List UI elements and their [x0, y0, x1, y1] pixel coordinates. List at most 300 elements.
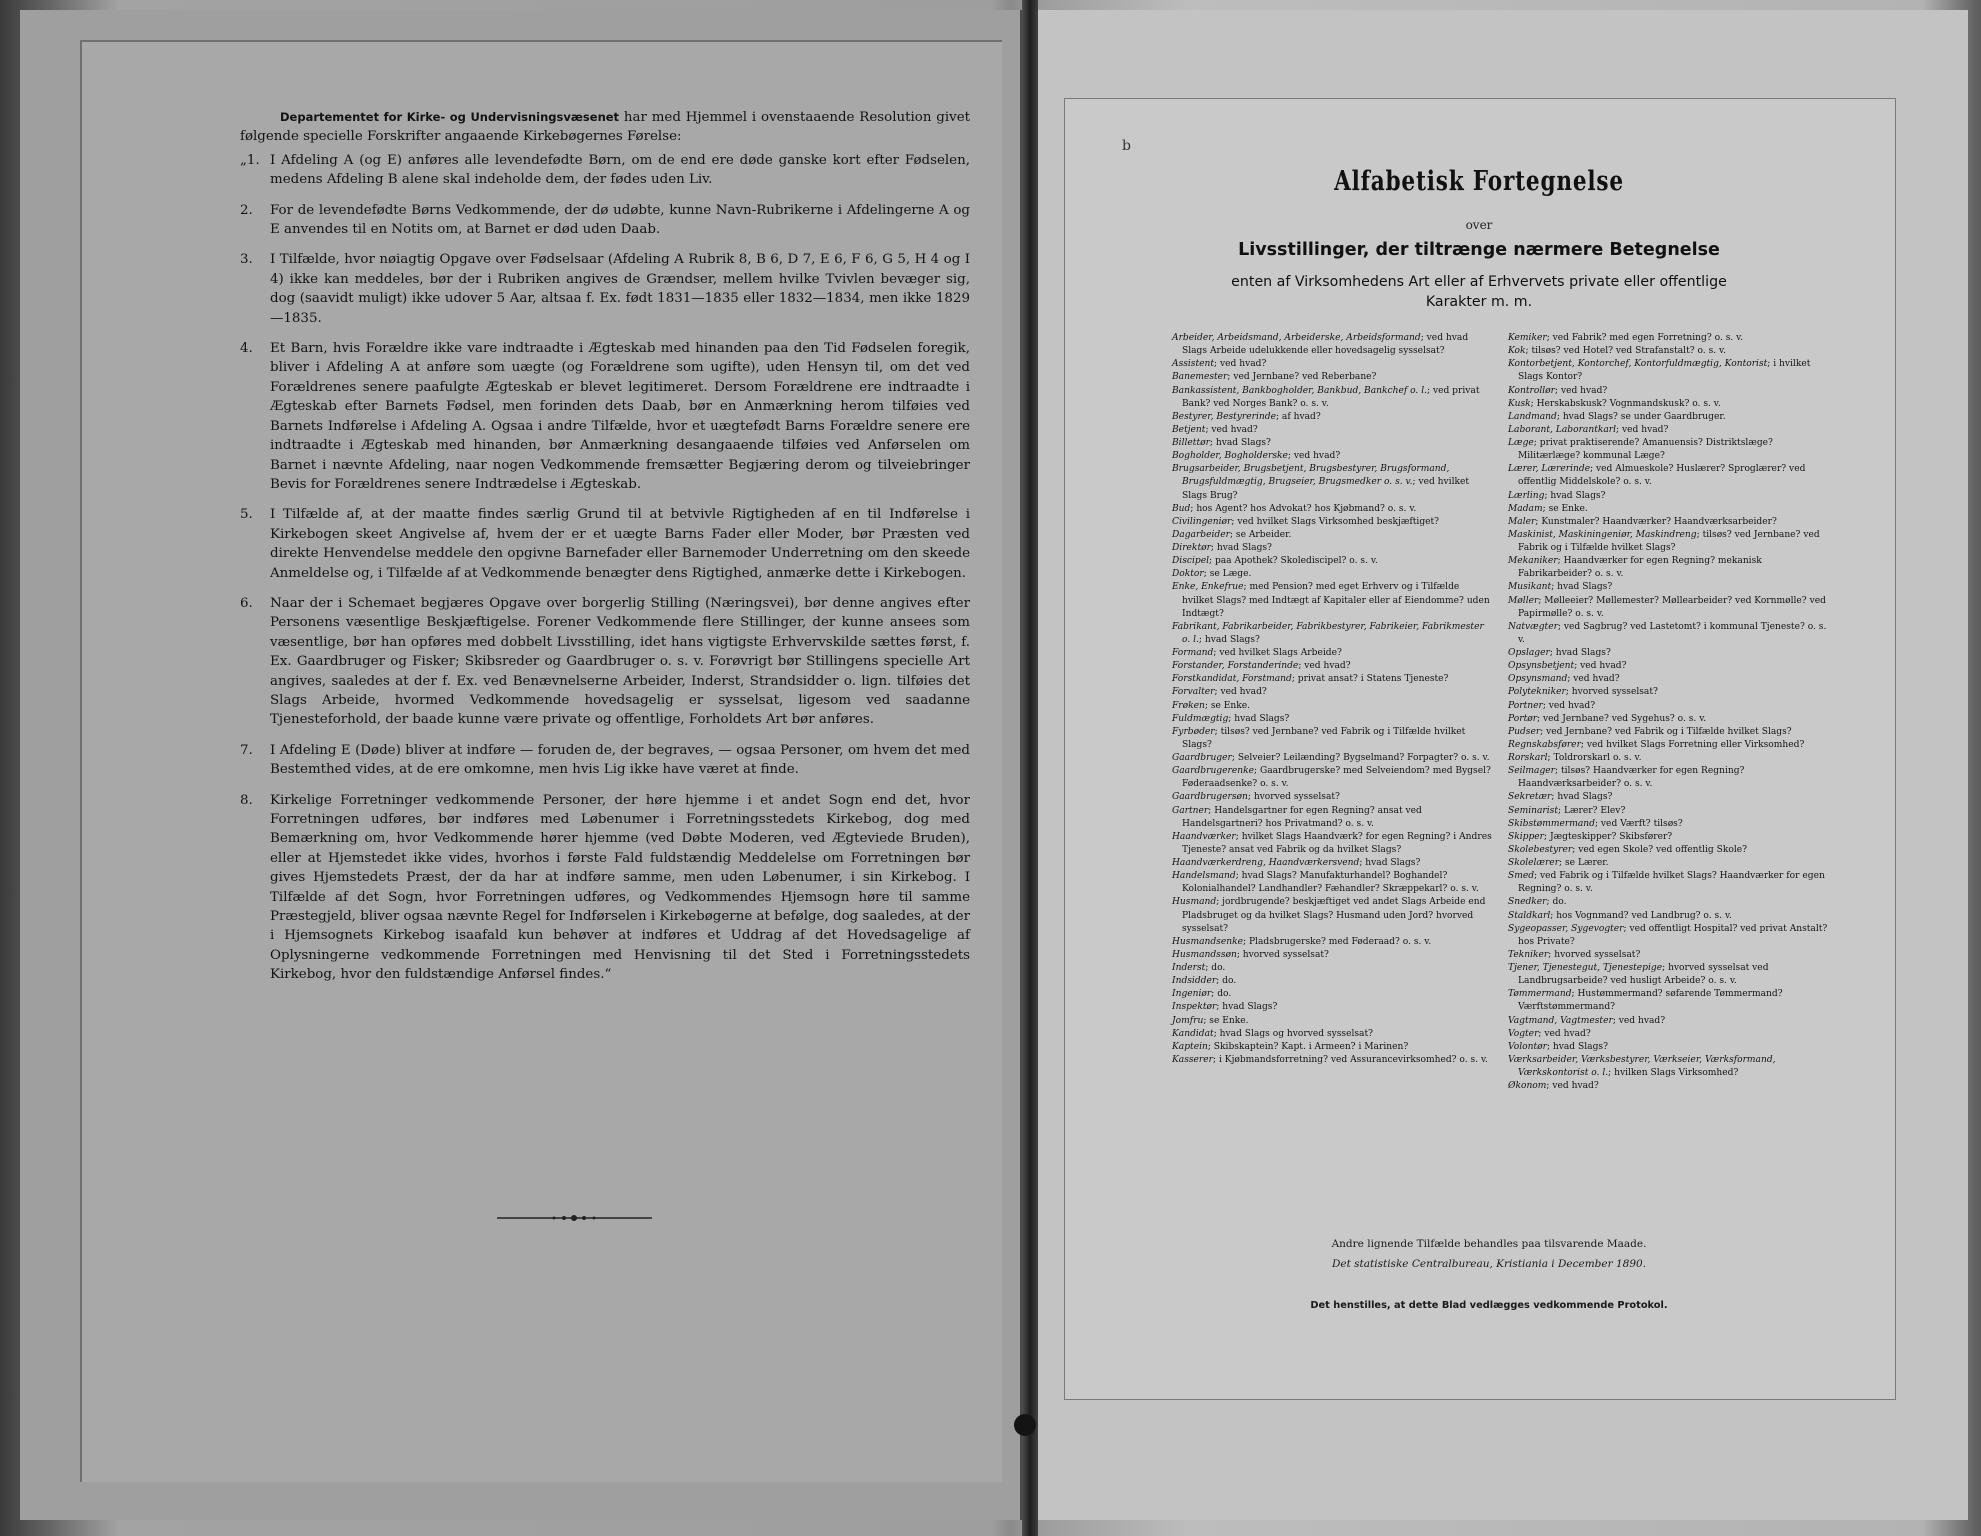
occupation-note: ; ved hvad? — [1538, 1028, 1591, 1039]
occupation-term: Direktør — [1172, 543, 1211, 553]
occupation-note: ; ved hvad? — [1205, 424, 1258, 435]
occupation-entry — [1508, 673, 1828, 686]
occupation-entry — [1508, 555, 1828, 581]
regulation-text: I Afdeling A (og E) anføres alle levendefødte Børn, om de end ere døde ganske kort efter Fødselen, medens Afdeling B alene skal indeholde dem, der fødes uden Liv. — [270, 152, 970, 188]
occupation-entry — [1172, 411, 1492, 424]
occupation-term: Enke, Enkefrue — [1172, 582, 1244, 593]
occupation-note: ; ved Værft? tilsøs? — [1594, 818, 1683, 829]
occupation-note: ; ved Almueskole? Huslærer? Sproglærer? ved offentlig Middelskole? o. s. v. — [1518, 464, 1806, 488]
subtitle-line-2: Karakter m. m. — [1425, 294, 1533, 310]
occupation-entry — [1172, 385, 1492, 411]
occupation-entry — [1172, 1054, 1492, 1067]
occupation-note: ; hvad Slags? — [1228, 713, 1290, 724]
occupation-entry — [1172, 765, 1492, 791]
occupation-entry — [1172, 581, 1492, 620]
occupation-entry — [1508, 857, 1828, 870]
occupation-term: Kok — [1508, 346, 1526, 357]
occupation-term: Snedker — [1508, 897, 1547, 908]
occupation-entry — [1172, 516, 1492, 529]
occupation-entry — [1508, 332, 1828, 345]
regulation-item — [240, 339, 970, 494]
occupation-entry — [1508, 844, 1828, 857]
occupation-term: Skolebestyrer — [1508, 844, 1573, 855]
regulation-item — [240, 250, 970, 328]
leaflet-instruction: Det henstilles, at dette Blad vedlægges vedkommende Protokol. — [1310, 1300, 1668, 1311]
occupation-note: ; hos Agent? hos Advokat? hos Kjøbmand? o. s. v. — [1190, 503, 1417, 514]
occupation-entry — [1508, 726, 1828, 739]
occupation-entry — [1172, 437, 1492, 450]
regulation-text: Kirkelige Forretninger vedkommende Personer, der høre hjemme i et andet Sogn end det, hvor Forretningen udføres, bør indføres med Løbenumer i Forretningsstedets Kirkebog, dog med Bemærkning om, hvor Vedkommende hører hjemme (ved Døbte Moderen, ved Ægteviede Bruden), eller at Hjemstedet ikke vides, hvorhos i første Fald fuldstændig Meddelelse om Forretningen bør gives Hjemstedets Præst, der da har at indføre samme, men uden Løbenumer, i sin Kirkebog. I Tilfælde af det Sogn, hvor Forretningen udføres, og Vedkommendes Hjemsogn høre til samme Præstegjeld, bliver ogsaa nævnte Regel for Indførselen i Kirkebøgerne at befølge, dog saaledes, at der i Hjemsognets Kirkebog isaafald kun behøver at indføres et Uddrag af det Hovedsagelige af Oplysningerne vedkommende Forretningen med Henvisning til det Sted i Forretningsstedets Kirkebog, hvor den fuldstændige Anførsel findes.“ — [270, 792, 970, 983]
occupation-note: ; Toldrorskarl o. s. v. — [1547, 753, 1642, 763]
occupation-term: Fuldmægtig — [1172, 713, 1229, 724]
occupation-term: Skibstømmermand — [1508, 818, 1595, 829]
occupation-note: ; ved hvad? — [1298, 661, 1351, 672]
occupation-note: ; hvorved sysselsat? — [1236, 949, 1329, 960]
occupation-term: Fabrikant, Fabrikarbeider, Fabrikbestyrer, Fabrikeier, Fabrikmester o. l. — [1172, 621, 1484, 645]
leaflet-signature: Det statistiske Centralbureau, Kristiania i December 1890. — [1331, 1258, 1647, 1270]
occupation-note: ; jordbrugende? beskjæftiget ved andet Slags Arbeide end Pladsbruget og da hvilket Slags? Husmand uden Jord? hvorved sysselsat? — [1182, 897, 1486, 934]
occupation-term: Kasserer — [1172, 1054, 1214, 1065]
occupation-term: Billettør — [1172, 438, 1210, 448]
occupation-note: ; tilsøs? ved Jernbane? ved Fabrik og i Tilfælde hvilket Slags? — [1182, 726, 1466, 750]
occupation-entry — [1508, 686, 1828, 699]
occupation-note: ; hvad Slags? — [1198, 634, 1260, 645]
occupation-term: Inderst — [1172, 963, 1206, 973]
occupation-note: ; ved hvad? — [1214, 359, 1267, 370]
occupation-note: ; ved privat Bank? ved Norges Bank? o. s. v. — [1182, 385, 1480, 409]
occupation-term: Betjent — [1172, 424, 1206, 435]
occupation-note: ; se Lærer. — [1559, 858, 1609, 868]
occupation-term: Volontør — [1508, 1041, 1547, 1052]
intro-rest: har med Hjemmel i ovenstaaende Resolution givet følgende specielle Forskrifter angaaende Kirkebøgernes Førelse: — [240, 110, 970, 145]
occupation-note: ; tilsøs? Haandværker for egen Regning? Haandværksarbeider? o. s. v. — [1518, 766, 1745, 790]
occupation-entry — [1508, 503, 1828, 516]
occupation-note: ; do. — [1546, 897, 1567, 908]
occupation-note: ; Hustømmermand? søfarende Tømmermand? Værftstømmermand? — [1518, 989, 1783, 1013]
occupation-entry — [1172, 529, 1492, 542]
occupation-entry — [1172, 805, 1492, 831]
occupation-note: ; hvad Slags? — [1216, 1002, 1278, 1013]
occupation-term: Forstkandidat, Forstmand — [1172, 674, 1292, 685]
occupation-term: Husmand — [1172, 897, 1217, 908]
occupation-term: Kaptein — [1172, 1041, 1208, 1052]
occupation-term: Portør — [1508, 713, 1538, 724]
regulation-number: 2. — [240, 202, 253, 218]
occupation-note: ; paa Apothek? Skolediscipel? o. s. v. — [1208, 556, 1378, 567]
occupation-entry — [1508, 345, 1828, 358]
occupation-entry — [1508, 870, 1828, 896]
occupation-term: Banemester — [1172, 372, 1228, 383]
occupation-note: ; hvad Slags? — [1210, 543, 1272, 553]
occupation-entry — [1508, 1015, 1828, 1028]
occupation-note: ; Haandværker for egen Regning? mekanisk Fabrikarbeider? o. s. v. — [1518, 556, 1762, 580]
occupation-note: ; hvad Slags? — [1209, 438, 1271, 448]
occupation-entry — [1172, 713, 1492, 726]
occupation-term: Smed — [1508, 871, 1535, 882]
occupation-note: ; Herskabskusk? Vognmandskusk? o. s. v. — [1530, 398, 1721, 409]
occupation-note: ; ved hvad? — [1214, 687, 1267, 698]
occupation-term: Discipel — [1172, 556, 1209, 567]
occupation-note: ; hvilket Slags Haandværk? for egen Regning? i Andres Tjeneste? ansat ved Fabrik og da hvilket Slags? — [1182, 831, 1492, 855]
occupation-term: Natvægter — [1508, 621, 1558, 632]
occupation-term: Tømmermand — [1508, 989, 1572, 1000]
occupation-note: ; Jægteskipper? Skibsfører? — [1544, 831, 1673, 842]
regulation-number: 8. — [240, 792, 253, 808]
occupation-note: ; Pladsbrugerske? med Føderaad? o. s. v. — [1242, 936, 1432, 947]
occupation-entry — [1172, 424, 1492, 437]
occupation-entry — [1508, 398, 1828, 411]
occupation-note: ; med Pension? med eget Erhverv og i Tilfælde hvilket Slags? med Indtægt af Kapitaler eller af Eiendomme? uden Indtægt? — [1182, 582, 1490, 619]
occupation-entry — [1172, 988, 1492, 1001]
occupation-entry — [1508, 988, 1828, 1014]
occupation-term: Seilmager — [1508, 766, 1556, 777]
occupation-entry — [1172, 936, 1492, 949]
occupation-note: ; hvad Slags? — [1551, 582, 1613, 593]
occupation-note: ; se Arbeider. — [1229, 529, 1292, 540]
regulation-text: For de levendefødte Børns Vedkommende, der dø udøbte, kunne Navn-Rubrikerne i Afdelingerne A og E anvendes til en Notits om, at Barnet er død uden Daab. — [270, 202, 970, 238]
occupation-note: ; ved hvilket Slags Arbeide? — [1213, 648, 1342, 658]
occupation-term: Opsynsmand — [1508, 674, 1568, 685]
occupation-note: ; ved Jernbane? ved Fabrik og i Tilfælde hvilket Slags? — [1540, 726, 1792, 737]
occupation-entry — [1508, 621, 1828, 647]
decorative-flourish — [497, 1212, 652, 1224]
occupation-entry — [1508, 962, 1828, 988]
occupation-term: Tjener, Tjenestegut, Tjenestepige — [1508, 963, 1663, 973]
occupation-term: Forstander, Forstanderinde — [1172, 661, 1299, 672]
occupation-entry — [1172, 700, 1492, 713]
occupation-entry — [1172, 831, 1492, 857]
occupation-term: Læge — [1508, 438, 1534, 448]
occupation-note: ; hvad Slags? — [1549, 648, 1611, 658]
occupation-term: Værksarbeider, Værksbestyrer, Værkseier, Værksformand, Værkskontorist o. l. — [1508, 1054, 1776, 1078]
regulation-number: 4. — [240, 341, 253, 357]
regulation-text: Naar der i Schemaet begjæres Opgave over borgerlig Stilling (Næringsvei), bør denne angives efter Personens væsentlige Beskjæftigelse. Forener Vedkommende flere Stillinger, der kunne ansees som væsentlige, bør han opføres med dobbelt Livsstilling, idet hans vigtigste Erhvervskilde sættes først, f. Ex. Gaardbruger og Fisker; Skibsreder og Gaardbruger o. s. v. Forøvrigt bør Stillingens specielle Art angives, saaledes at der f. Ex. ved Benævnelserne Arbeider, Inderst, Strandsidder o. lign. tilføies det Slags Arbeide, hvormed Vedkommende hovedsagelig er sysselsat, ligesom ved saadanne Tjenesteforhold, der baade kunne være private og offentlige, Forholdets Art bør anføres. — [270, 595, 970, 728]
occupation-term: Staldkarl — [1508, 910, 1551, 921]
occupation-entry — [1508, 1054, 1828, 1080]
occupation-index — [1172, 332, 1872, 1093]
occupation-note: ; Handelsgartner for egen Regning? ansat ved Handelsgartneri? hos Privatmand? o. s. v. — [1182, 805, 1422, 829]
occupation-note: ; se Læge. — [1203, 569, 1252, 580]
occupation-note: ; hvad Slags? se under Gaardbruger. — [1556, 411, 1726, 422]
occupation-term: Vagtmand, Vagtmester — [1508, 1015, 1613, 1026]
occupation-entry — [1172, 1001, 1492, 1014]
occupation-term: Kontrollør — [1508, 385, 1555, 396]
occupation-term: Bestyrer, Bestyrerinde — [1172, 411, 1276, 422]
occupation-note: ; i hvilket Slags Kontor? — [1518, 359, 1811, 383]
occupation-term: Lærer, Lærerinde — [1508, 464, 1591, 475]
occupation-note: ; ved hvad? — [1616, 424, 1669, 435]
book-gutter — [1022, 0, 1038, 1536]
occupation-note: ; ved Jernbane? ved Sygehus? o. s. v. — [1537, 713, 1707, 724]
occupation-entry — [1508, 647, 1828, 660]
occupation-note: ; hvilken Slags Virksomhed? — [1608, 1068, 1739, 1078]
occupation-entry — [1172, 568, 1492, 581]
occupation-note: ; do. — [1205, 963, 1226, 973]
occupation-entry — [1508, 1080, 1828, 1093]
occupation-note: ; hvad Slags? — [1551, 792, 1613, 803]
regulation-item — [240, 505, 970, 583]
occupation-note: ; hvorved sysselsat? — [1565, 687, 1658, 698]
occupation-note: ; ved hvad? — [1612, 1015, 1666, 1026]
occupation-term: Gartner — [1172, 805, 1209, 816]
occupation-entry — [1172, 726, 1492, 752]
occupation-entry — [1508, 818, 1828, 831]
occupation-note: ; Gaardbrugerske? med Selveiendom? med Bygsel? Føderaadsenke? o. s. v. — [1182, 766, 1491, 790]
occupation-term: Kandidat — [1172, 1028, 1214, 1039]
occupation-entry — [1508, 805, 1828, 818]
occupation-term: Laborant, Laborantkarl — [1508, 424, 1617, 435]
occupation-note: ; se Enke. — [1204, 700, 1251, 711]
occupation-term: Sygeopasser, Sygevogter — [1508, 923, 1624, 934]
occupation-note: ; hvorved sysselsat ved Landbrugsarbeide? ved husligt Arbeide? o. s. v. — [1518, 963, 1769, 987]
occupation-note: ; tilsøs? ved Hotel? ved Strafanstalt? o. s. v. — [1525, 346, 1726, 357]
occupation-note: ; hos Vognmand? ved Landbrug? o. s. v. — [1550, 910, 1732, 921]
occupation-entry — [1172, 975, 1492, 988]
occupation-entry — [1508, 896, 1828, 909]
occupation-term: Dagarbeider — [1172, 529, 1230, 540]
occupation-entry — [1172, 358, 1492, 371]
regulation-number: 5. — [240, 507, 253, 523]
occupation-entry — [1172, 686, 1492, 699]
occupation-term: Møller — [1508, 595, 1539, 606]
occupation-note: ; se Enke. — [1203, 1015, 1249, 1026]
occupation-term: Bogholder, Bogholderske — [1172, 451, 1288, 462]
leaflet-subtitle-2 — [1064, 272, 1894, 312]
occupation-note: ; ved hvad? — [1574, 661, 1627, 672]
occupation-term: Handelsmand — [1172, 871, 1236, 882]
occupation-note: ; ved hvad Slags Arbeide udelukkende eller hovedsagelig sysselsat? — [1182, 333, 1469, 357]
regulations-list — [240, 151, 970, 985]
regulation-number: 7. — [240, 742, 253, 758]
regulation-number: 6. — [240, 595, 253, 611]
occupation-column-left — [1172, 332, 1492, 1093]
occupation-note: ; hvorved sysselsat? — [1548, 949, 1641, 960]
occupation-entry — [1172, 542, 1492, 555]
occupation-entry — [1508, 516, 1828, 529]
occupation-column-right — [1508, 332, 1828, 1093]
occupation-term: Vogter — [1508, 1028, 1539, 1039]
occupation-note: ; i Kjøbmandsforretning? ved Assurancevirksomhed? o. s. v. — [1213, 1054, 1488, 1065]
occupation-note: ; ved hvad? — [1287, 451, 1341, 462]
regulation-text: Et Barn, hvis Forældre ikke vare indtraadte i Ægteskab med hinanden paa den Tid Fødselen foregik, bliver i Afdeling A at anføre som uægte (og Forældrene som ugifte), uden Hensyn til, om det ved Forældrenes senere paafulgte Ægteskab er blevet legitimeret. Dersom Forældrene ere indtraadte i Ægteskab efter Barnets Fødsel, men forinden dets Daab, bør en Anmærkning herom tilføies ved Barnets Indførelse i Afdeling A. Ogsaa i andre Tilfælde, hvor et uægtefødt Barns Forældre senere ere indtraadte i Ægteskab med hinanden, bør Anmærkning desangaaende tilføies ved Anførselen om Barnet i nævnte Afdeling, naar nogen Vedkommende fremsætter Begjæring derom og tilveiebringer Bevis for Forældrenes senere Indtrædelse i Ægteskab. — [270, 341, 970, 492]
occupation-entry — [1172, 371, 1492, 384]
occupation-note: ; ved hvad? — [1555, 385, 1608, 396]
occupation-note: ; tilsøs? ved Jernbane? ved Fabrik og i Tilfælde hvilket Slags? — [1518, 529, 1820, 553]
occupation-term: Kontorbetjent, Kontorchef, Kontorfuldmægtig, Kontorist — [1508, 359, 1768, 370]
occupation-entry — [1172, 673, 1492, 686]
occupation-entry — [1508, 358, 1828, 384]
occupation-entry — [1172, 1028, 1492, 1041]
occupation-note: ; privat ansat? i Statens Tjeneste? — [1291, 674, 1449, 685]
occupation-entry — [1508, 581, 1828, 594]
occupation-note: ; do. — [1216, 976, 1237, 987]
occupation-note: ; ved hvilket Slags Brug? — [1182, 477, 1470, 501]
occupation-term: Kemiker — [1508, 333, 1547, 343]
occupation-entry — [1508, 910, 1828, 923]
occupation-note: ; se Enke. — [1542, 503, 1588, 514]
regulation-item — [240, 791, 970, 985]
occupation-note: ; Kunstmaler? Haandværker? Haandværksarbeider? — [1535, 516, 1777, 527]
occupation-term: Husmandssøn — [1172, 949, 1237, 960]
occupation-term: Musikant — [1508, 582, 1552, 593]
regulation-text: I Tilfælde, hvor nøiagtig Opgave over Fødselsaar (Afdeling A Rubrik 8, B 6, D 7, E 6, F 6, G 5, H 4 og I 4) ikke kan meddeles, bør der i Rubriken angives de Grændser, mellem hvilke Tvivlen bevæger sig, dog (saavidt muligt) ikke udover 5 Aar, altsaa f. Ex. født 1831—1835 eller 1832—1834, men ikke 1829—1835. — [270, 252, 970, 326]
occupation-entry — [1508, 923, 1828, 949]
occupation-term: Tekniker — [1508, 949, 1549, 960]
occupation-term: Seminarist — [1508, 805, 1558, 816]
occupation-note: ; Lærer? Elev? — [1558, 805, 1626, 816]
occupation-term: Opslager — [1508, 648, 1550, 658]
occupation-note: ; hvorved sysselsat? — [1247, 792, 1340, 803]
occupation-term: Gaardbruger — [1172, 753, 1232, 763]
leaflet-note: Andre lignende Tilfælde behandles paa tilsvarende Maade. — [1331, 1238, 1647, 1250]
occupation-term: Bud — [1172, 503, 1191, 514]
occupation-entry — [1508, 949, 1828, 962]
occupation-entry — [1172, 962, 1492, 975]
occupation-entry — [1508, 791, 1828, 804]
occupation-entry — [1172, 857, 1492, 870]
regulation-text: I Afdeling E (Døde) bliver at indføre — foruden de, der begraves, — ogsaa Personer, om hvem det med Bestemthed vides, at de ere omkomne, men hvis Lig ikke have været at finde. — [270, 742, 970, 778]
occupation-note: ; privat praktiserende? Amanuensis? Distriktslæge? Militærlæge? kommunal Læge? — [1518, 438, 1773, 462]
occupation-note: ; ved Jernbane? ved Reberbane? — [1227, 372, 1377, 383]
occupation-term: Regnskabsfører — [1508, 739, 1581, 750]
occupation-entry — [1172, 949, 1492, 962]
occupation-entry — [1508, 765, 1828, 791]
occupation-term: Maskinist, Maskiningeniør, Maskindreng — [1508, 529, 1697, 540]
leaflet-over: over — [1465, 218, 1493, 232]
occupation-term: Formand — [1172, 648, 1214, 658]
occupation-entry — [1508, 595, 1828, 621]
occupation-note: ; ved egen Skole? ved offentlig Skole? — [1572, 844, 1748, 855]
occupation-note: ; ved Fabrik og i Tilfælde hvilket Slags? Haandværker for egen Regning? o. s. v. — [1518, 871, 1825, 895]
occupation-term: Landmand — [1508, 411, 1557, 422]
occupation-entry — [1508, 463, 1828, 489]
occupation-term: Skipper — [1508, 831, 1545, 842]
occupation-term: Brugsarbeider, Brugsbetjent, Brugsbestyrer, Brugsformand, Brugsfuldmægtig, Brugseier, Brugsmedker o. s. v. — [1172, 464, 1450, 488]
occupation-entry — [1172, 621, 1492, 647]
occupation-entry — [1508, 490, 1828, 503]
occupation-term: Haandværkerdreng, Haandværkersvend — [1172, 858, 1360, 868]
occupation-term: Skolelærer — [1508, 858, 1560, 868]
occupation-entry — [1508, 424, 1828, 437]
occupation-entry — [1172, 870, 1492, 896]
occupation-entry — [1508, 831, 1828, 844]
regulation-item — [240, 151, 970, 190]
occupation-entry — [1508, 411, 1828, 424]
occupation-note: ; hvad Slags? — [1544, 490, 1606, 501]
occupation-entry — [1508, 1028, 1828, 1041]
occupation-term: Kusk — [1508, 398, 1531, 409]
occupation-entry — [1508, 385, 1828, 398]
occupation-note: ; ved hvad? — [1542, 700, 1596, 711]
leaflet-title: Alfabetisk Fortegnelse — [1334, 166, 1624, 197]
occupation-entry — [1172, 463, 1492, 502]
occupation-term: Assistent — [1172, 359, 1215, 370]
occupation-entry — [1172, 647, 1492, 660]
occupation-entry — [1172, 450, 1492, 463]
occupation-entry — [1508, 713, 1828, 726]
occupation-note: ; ved Sagbrug? ved Lastetomt? i kommunal Tjeneste? o. s. v. — [1518, 621, 1827, 645]
occupation-entry — [1508, 752, 1828, 765]
occupation-term: Civilingeniør — [1172, 516, 1232, 527]
occupation-term: Polytekniker — [1508, 687, 1566, 698]
occupation-term: Rorskarl — [1508, 753, 1548, 763]
regulation-number: 3. — [240, 252, 253, 268]
occupation-note: ; hvad Slags og hvorved sysselsat? — [1213, 1028, 1374, 1039]
occupation-note: ; hvad Slags? — [1546, 1041, 1608, 1052]
occupation-term: Inspektør — [1172, 1002, 1217, 1013]
occupation-term: Økonom — [1508, 1081, 1547, 1092]
occupation-term: Maler — [1508, 516, 1536, 527]
occupation-entry — [1172, 791, 1492, 804]
occupation-entry — [1508, 437, 1828, 463]
occupation-note: ; af hvad? — [1275, 411, 1321, 422]
regulation-item — [240, 201, 970, 240]
occupation-entry — [1508, 660, 1828, 673]
occupation-note: ; hvad Slags? Manufakturhandel? Boghandel? Kolonialhandel? Landhandler? Fæhandler? Skræppekarl? o. s. v. — [1182, 871, 1479, 895]
occupation-entry — [1172, 503, 1492, 516]
occupation-term: Indsidder — [1172, 976, 1217, 987]
occupation-note: ; Mølleeier? Møllemester? Møllearbeider? ved Kornmølle? ved Papirmølle? o. s. v. — [1518, 595, 1826, 619]
occupation-entry — [1172, 1041, 1492, 1054]
occupation-term: Madam — [1508, 503, 1543, 514]
occupation-entry — [1172, 555, 1492, 568]
occupation-term: Husmandsenke — [1172, 936, 1243, 947]
occupation-note: ; do. — [1211, 989, 1232, 1000]
occupation-term: Sekretær — [1508, 792, 1552, 803]
occupation-note: ; ved offentligt Hospital? ved privat Anstalt? hos Private? — [1518, 923, 1828, 947]
leaflet-subtitle: Livsstillinger, der tiltrænge nærmere Betegnelse — [1238, 240, 1720, 260]
occupation-term: Pudser — [1508, 726, 1541, 737]
occupation-term: Opsynsbetjent — [1508, 661, 1575, 672]
occupation-term: Arbeider, Arbeidsmand, Arbeiderske, Arbeidsformand — [1172, 333, 1421, 343]
occupation-note: ; Selveier? Leilænding? Bygselmand? Forpagter? o. s. v. — [1231, 753, 1490, 763]
occupation-term: Frøken — [1172, 700, 1205, 711]
regulation-number: „1. — [240, 152, 260, 168]
occupation-note: ; ved Fabrik? med egen Forretning? o. s. v. — [1546, 333, 1744, 343]
occupation-term: Lærling — [1508, 490, 1545, 501]
regulation-text: I Tilfælde af, at der maatte findes særlig Grund til at betvivle Rigtigheden af en til Indførelse i Kirkebogen skeet Angivelse af, hvem der er et uægte Barns Fader eller Moder, bør Præsten ved direkte Henvendelse meddele den opgivne Barnefader eller Barnemoder Underretning om den skeede Anmeldelse og, i Tilfælde af at Vedkommende benægter dens Rigtighed, anmærke dette i Kirkebogen. — [270, 507, 970, 581]
regulation-item — [240, 594, 970, 730]
occupation-note: ; ved hvad? — [1546, 1081, 1599, 1092]
occupation-entry — [1172, 896, 1492, 935]
occupation-term: Gaardbrugersøn — [1172, 792, 1248, 803]
occupation-term: Mekaniker — [1508, 556, 1558, 567]
occupation-term: Forvalter — [1172, 687, 1215, 698]
regulation-item — [240, 741, 970, 780]
subtitle-line-1: enten af Virksomhedens Art eller af Erhvervets private eller offentlige — [1231, 274, 1727, 290]
occupation-entry — [1172, 752, 1492, 765]
occupation-entry — [1172, 1015, 1492, 1028]
occupation-note: ; ved hvilket Slags Virksomhed beskjæftiget? — [1231, 516, 1440, 527]
regulations-intro — [240, 108, 970, 147]
occupation-term: Ingeniør — [1172, 989, 1212, 1000]
occupation-entry — [1172, 332, 1492, 358]
occupation-entry — [1508, 700, 1828, 713]
regulations-text — [240, 108, 970, 996]
occupation-note: ; ved hvilket Slags Forretning eller Virksomhed? — [1580, 739, 1805, 750]
occupation-term: Gaardbrugerenke — [1172, 766, 1254, 777]
occupation-term: Bankassistent, Bankbogholder, Bankbud, Bankchef o. l. — [1172, 385, 1427, 396]
occupation-term: Doktor — [1172, 569, 1204, 580]
binding-thread — [1014, 1414, 1036, 1436]
occupation-entry — [1172, 660, 1492, 673]
occupation-entry — [1508, 1041, 1828, 1054]
occupation-entry — [1508, 529, 1828, 555]
occupation-note: ; Skibskaptein? Kapt. i Armeen? i Marinen? — [1207, 1041, 1409, 1052]
occupation-note: ; hvad Slags? — [1359, 858, 1421, 868]
occupation-term: Fyrbøder — [1172, 726, 1215, 737]
occupation-term: Portner — [1508, 700, 1543, 711]
